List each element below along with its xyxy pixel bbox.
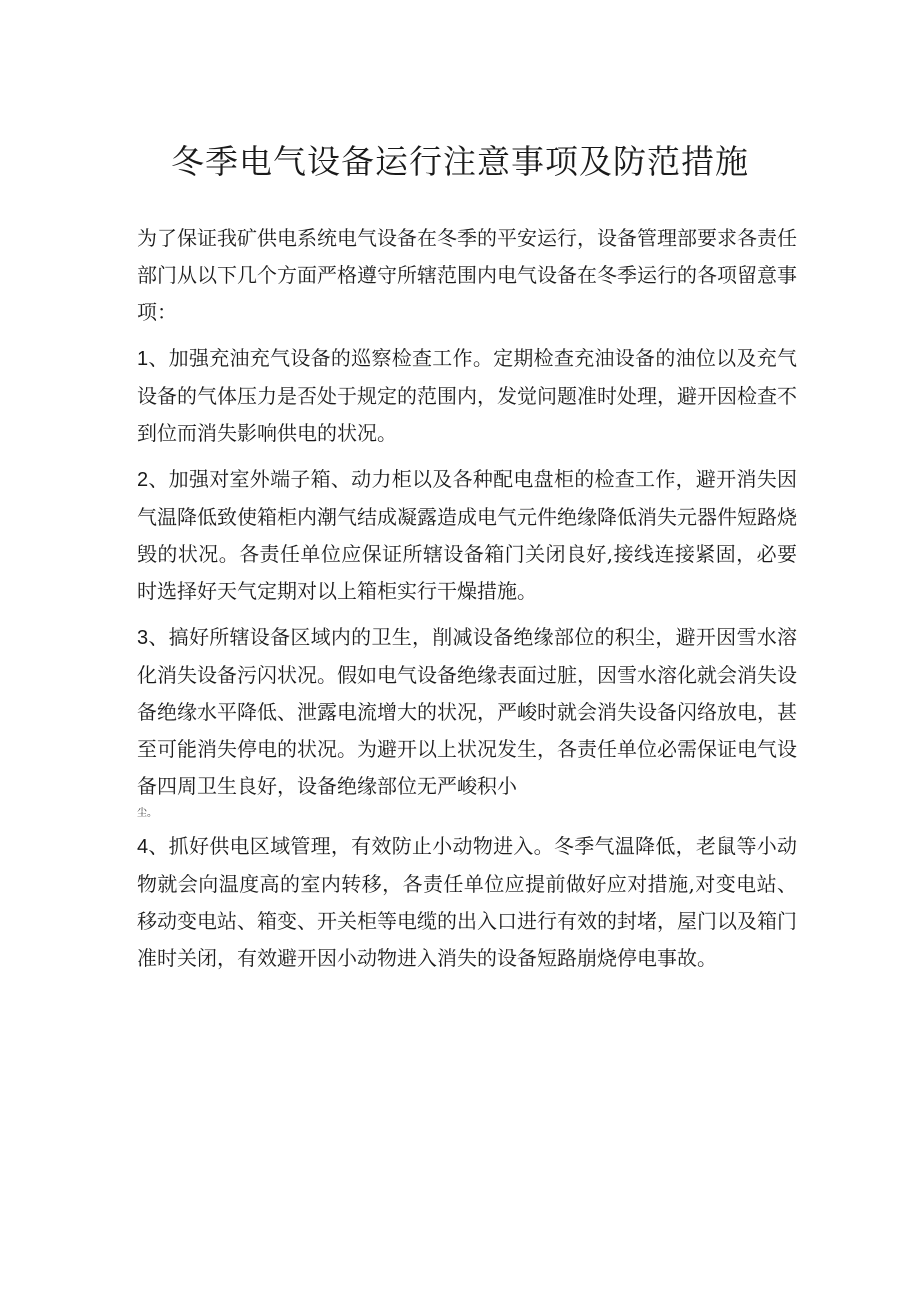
item-text: 、抓好供电区域管理，有效防止小动物进入。冬季气温降低，老鼠等小动物就会向温度高的室内转移，各责任单位应提前做好应对措施,对变电站、移动变电站、箱变、开关柜等电缆的出入口进行有效的封堵，屋门以及箱门准时关闭，有效避开因小动物进入消失的设备短路崩烧停电事故。 [137,834,797,970]
intro-paragraph: 为了保证我矿供电系统电气设备在冬季的平安运行，设备管理部要求各责任部门从以下几个方面严格遵守所辖范围内电气设备在冬季运行的各项留意事项： [137,226,797,324]
item-text: 、加强充油充气设备的巡察检查工作。定期检查充油设备的油位以及充气设备的气体压力是否处于规定的范围内，发觉问题准时处理，避开因检查不到位而消失影响供电的状况。 [137,346,797,445]
list-item-4 [137,828,797,977]
item-number: 2 [137,469,149,491]
item-number: 1 [137,348,149,370]
item-number: 4 [137,836,149,858]
document-body [137,220,797,986]
page-title: 冬季电气设备运行注意事项及防范措施 [171,142,749,181]
list-item-2 [137,461,797,610]
stray-text-mark: 尘。 [137,808,157,819]
item-text: 、搞好所辖设备区域内的卫生，削减设备绝缘部位的积尘，避开因雪水溶化消失设备污闪状况。假如电气设备绝缘表面过脏，因雪水溶化就会消失设备绝缘水平降低、泄露电流增大的状况，严峻时就会消失设备闪络放电，甚至可能消失停电的状况。为避开以上状况发生，各责任单位必需保证电气设备四周卫生良好，设备绝缘部位无严峻积小 [137,625,797,798]
list-item-3 [137,619,797,805]
item-text: 、加强对室外端子箱、动力柜以及各种配电盘柜的检查工作，避开消失因气温降低致使箱柜内潮气结成凝露造成电气元件绝缘降低消失元器件短路烧毁的状况。各责任单位应保证所辖设备箱门关闭良好,接线连接紧固，必要时选择好天气定期对以上箱柜实行干燥措施。 [137,467,797,603]
list-item-1 [137,340,797,452]
item-number: 3 [137,627,149,649]
